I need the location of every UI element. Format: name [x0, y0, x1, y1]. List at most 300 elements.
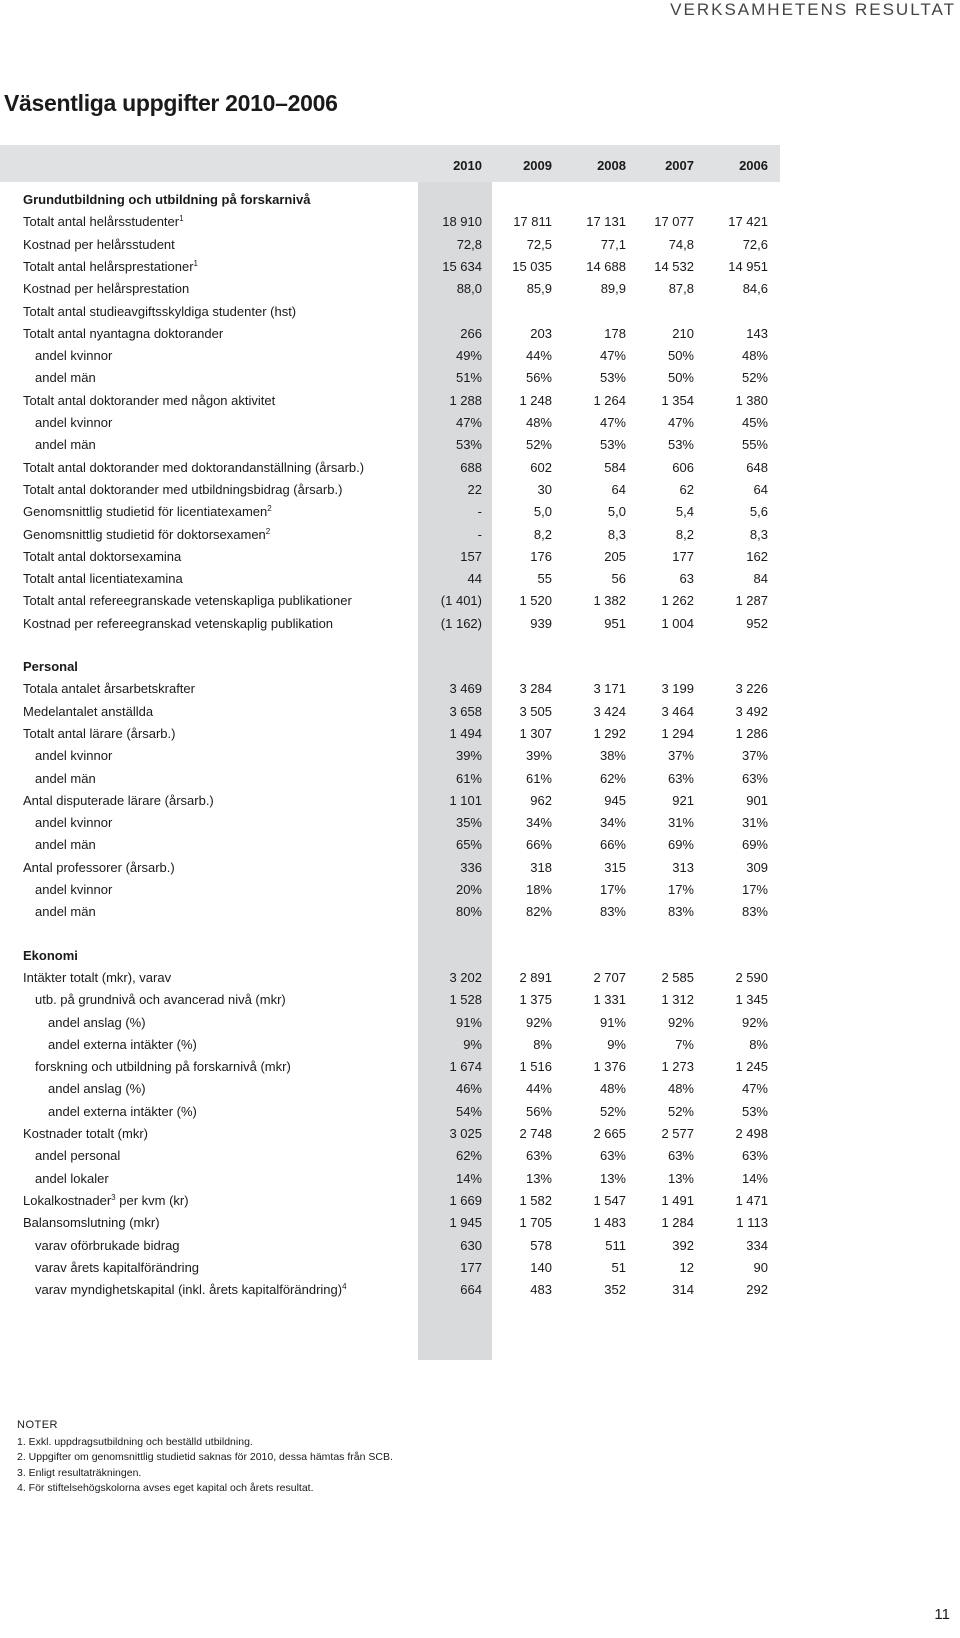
cell-value: 1 547 — [593, 1192, 626, 1208]
cell-value: 1 307 — [519, 725, 552, 741]
cell-value: 3 464 — [661, 703, 694, 719]
cell-value: 56 — [611, 571, 626, 587]
cell-value: 53% — [455, 437, 482, 453]
row-label-text: Totalt antal doktorander med någon aktivitet — [23, 392, 276, 408]
row-label — [23, 590, 352, 612]
row-label — [35, 768, 96, 790]
cell-value: 5,0 — [607, 504, 626, 520]
cell-value: 74,8 — [668, 236, 694, 252]
cell-value: 334 — [746, 1237, 768, 1253]
row-label-text: Totalt antal doktorander med utbildningsbidrag (årsarb.) — [23, 481, 343, 497]
section-title — [23, 189, 310, 211]
cell-value: 2 585 — [661, 969, 694, 985]
row-label — [35, 1056, 291, 1078]
cell-value: 61% — [455, 770, 482, 786]
table-row — [0, 457, 780, 479]
page-title: Väsentliga uppgifter 2010–2006 — [4, 90, 338, 116]
cell-value: 688 — [460, 459, 482, 475]
row-label-text: Totalt antal lärare (årsarb.) — [23, 725, 176, 741]
row-label — [35, 901, 96, 923]
cell-value: - — [477, 526, 482, 542]
cell-value: 315 — [604, 859, 626, 875]
cell-value: 1 471 — [735, 1192, 768, 1208]
row-label-text: Totalt antal doktorander med doktorandanställning (årsarb.) — [23, 459, 365, 475]
cell-value: 92% — [667, 1014, 694, 1030]
table-row — [0, 834, 780, 856]
cell-value: 8,3 — [749, 526, 768, 542]
cell-value: 1 331 — [593, 992, 626, 1008]
row-label — [35, 345, 112, 367]
cell-value: 52% — [741, 370, 768, 386]
cell-value: 1 669 — [449, 1192, 482, 1208]
cell-value: 63% — [741, 770, 768, 786]
cell-value: 1 376 — [593, 1059, 626, 1075]
cell-value: 921 — [672, 792, 694, 808]
table-row — [0, 323, 780, 345]
cell-value: 352 — [604, 1282, 626, 1298]
year-header: 2008 — [597, 158, 626, 173]
cell-value: 578 — [530, 1237, 552, 1253]
cell-value: 157 — [460, 548, 482, 564]
cell-value: 12 — [679, 1259, 694, 1275]
row-label-text: andel män — [35, 370, 96, 386]
cell-value: 210 — [672, 325, 694, 341]
cell-value: 606 — [672, 459, 694, 475]
cell-value: 1 288 — [449, 392, 482, 408]
table-row — [0, 678, 780, 700]
cell-value: 91% — [599, 1014, 626, 1030]
cell-value: 20% — [455, 882, 482, 897]
cell-value: 51 — [611, 1259, 626, 1275]
row-label-text: Kostnad per refereegranskad vetenskaplig publikation — [23, 615, 334, 631]
row-label-text: andel män — [35, 770, 96, 786]
cell-value: 46% — [455, 1081, 482, 1097]
row-label-text: Lokalkostnader — [23, 1192, 112, 1208]
row-label-suffix: per kvm (kr) — [115, 1192, 189, 1208]
row-label-text: Grundutbildning och utbildning på forskarnivå — [23, 192, 311, 207]
table-row — [0, 568, 780, 590]
table-row — [0, 879, 780, 901]
cell-value: 13% — [667, 1170, 694, 1186]
cell-value: 664 — [460, 1282, 482, 1298]
row-label — [23, 501, 272, 523]
cell-value: 39% — [455, 748, 482, 764]
table-row — [0, 1123, 780, 1145]
row-label-text: andel anslag (%) — [48, 1081, 146, 1097]
cell-value: 47% — [667, 415, 694, 430]
cell-value: 31% — [741, 815, 768, 831]
cell-value: 3 492 — [735, 703, 768, 719]
cell-value: 1 294 — [661, 725, 694, 741]
cell-value: 511 — [605, 1237, 626, 1253]
row-label-text: andel anslag (%) — [48, 1014, 146, 1030]
row-label-text: Medelantalet anställda — [23, 703, 154, 719]
table-row — [0, 812, 780, 834]
row-label — [23, 278, 189, 300]
cell-value: 80% — [455, 904, 482, 920]
row-label-text: Kostnad per helårsprestation — [23, 281, 190, 297]
cell-value: 1 004 — [661, 615, 694, 631]
row-label-text: Totalt antal helårsprestationer — [23, 258, 194, 274]
cell-value: 89,9 — [600, 281, 626, 297]
cell-value: 143 — [746, 325, 768, 341]
cell-value: 48% — [667, 1081, 694, 1097]
row-label — [35, 879, 112, 901]
table-row — [0, 367, 780, 389]
row-label-text: Totala antalet årsarbetskrafter — [23, 681, 195, 697]
cell-value: 13% — [599, 1170, 626, 1186]
cell-value: 203 — [530, 325, 552, 341]
cell-value: 66% — [599, 837, 626, 853]
cell-value: 13% — [525, 1170, 552, 1186]
cell-value: 83% — [741, 904, 768, 920]
cell-value: 9% — [463, 1036, 482, 1052]
section-title — [23, 945, 78, 967]
cell-value: 1 312 — [661, 992, 694, 1008]
cell-value: 49% — [455, 348, 482, 364]
table-row — [0, 1056, 780, 1078]
cell-value: 3 226 — [735, 681, 768, 697]
cell-value: 69% — [741, 837, 768, 853]
row-label — [35, 1257, 199, 1279]
cell-value: 336 — [460, 859, 482, 875]
row-label — [23, 568, 183, 590]
cell-value: 17% — [599, 882, 626, 897]
row-label-text: andel lokaler — [35, 1170, 109, 1186]
section-header-row — [0, 656, 780, 678]
cell-value: 140 — [530, 1259, 552, 1275]
cell-value: 53% — [667, 437, 694, 453]
cell-value: 83% — [667, 904, 694, 920]
cell-value: 945 — [604, 792, 626, 808]
row-label — [35, 1235, 180, 1257]
cell-value: 2 891 — [519, 969, 552, 985]
cell-value: 18% — [525, 882, 552, 897]
row-label — [23, 256, 198, 278]
cell-value: 1 945 — [449, 1215, 482, 1231]
row-label-text: Antal disputerade lärare (årsarb.) — [23, 792, 214, 808]
section-header-row — [0, 189, 780, 211]
cell-value: 50% — [667, 370, 694, 386]
cell-value: 313 — [672, 859, 694, 875]
cell-value: 53% — [599, 437, 626, 453]
row-label — [23, 479, 342, 501]
cell-value: 962 — [530, 792, 552, 808]
cell-value: 56% — [525, 1103, 552, 1119]
cell-value: 55 — [537, 571, 552, 587]
row-label — [23, 613, 333, 635]
row-label-text: varav oförbrukade bidrag — [35, 1237, 180, 1253]
table-row — [0, 345, 780, 367]
cell-value: 3 284 — [519, 681, 552, 697]
row-label — [35, 834, 96, 856]
footnote: 4. För stiftelsehögskolorna avses eget kapital och årets resultat. — [17, 1482, 314, 1494]
cell-value: 1 491 — [661, 1192, 694, 1208]
row-label — [23, 857, 175, 879]
row-label-text: andel externa intäkter (%) — [48, 1036, 197, 1052]
row-label-text: Antal professorer (årsarb.) — [23, 859, 175, 875]
cell-value: 1 494 — [449, 725, 482, 741]
cell-value: 1 354 — [661, 392, 694, 408]
cell-value: 1 101 — [449, 792, 482, 808]
table-row — [0, 1101, 780, 1123]
cell-value: 1 582 — [519, 1192, 552, 1208]
row-label — [35, 1279, 347, 1301]
cell-value: 63% — [741, 1148, 768, 1164]
table-row — [0, 1168, 780, 1190]
cell-value: 34% — [525, 815, 552, 831]
cell-value: 951 — [604, 615, 626, 631]
cell-value: 35% — [455, 815, 482, 831]
row-label-text: Kostnader totalt (mkr) — [23, 1126, 148, 1141]
cell-value: 44% — [525, 1081, 552, 1097]
cell-value: 1 516 — [519, 1059, 552, 1075]
cell-value: 3 424 — [593, 703, 626, 719]
cell-value: - — [477, 504, 482, 520]
row-label — [48, 1101, 197, 1123]
row-label-text: varav myndighetskapital (inkl. årets kapitalförändring) — [35, 1282, 343, 1298]
cell-value: 53% — [599, 370, 626, 386]
cell-value: 17% — [667, 882, 694, 897]
row-label-text: Kostnad per helårsstudent — [23, 236, 175, 252]
row-label-text: Totalt antal studieavgiftsskyldiga studenter (hst) — [23, 303, 297, 319]
cell-value: 31% — [667, 815, 694, 831]
cell-value: 52% — [525, 437, 552, 453]
table-row — [0, 1235, 780, 1257]
row-label-text: Genomsnittlig studietid för doktorsexamen — [23, 526, 266, 542]
row-label — [35, 367, 96, 389]
table-row — [0, 234, 780, 256]
cell-value: 47% — [455, 415, 482, 430]
table-row — [0, 1279, 780, 1301]
cell-value: 61% — [525, 770, 552, 786]
cell-value: 3 202 — [449, 969, 482, 985]
cell-value: 51% — [455, 370, 482, 386]
cell-value: 5,0 — [533, 504, 552, 520]
row-label — [23, 301, 296, 323]
cell-value: 34% — [599, 815, 626, 831]
notes-title: NOTER — [17, 1419, 58, 1431]
row-label — [23, 723, 175, 745]
cell-value: 62 — [679, 481, 694, 497]
cell-value: 52% — [599, 1103, 626, 1119]
row-label-text: varav årets kapitalförändring — [35, 1259, 200, 1275]
table-row — [0, 211, 780, 233]
cell-value: 14 688 — [586, 258, 626, 274]
cell-value: 162 — [746, 548, 768, 564]
cell-value: 64 — [753, 481, 768, 497]
cell-value: 318 — [530, 859, 552, 875]
table-row — [0, 857, 780, 879]
table-row — [0, 745, 780, 767]
cell-value: 17 421 — [728, 214, 768, 230]
table-row — [0, 301, 780, 323]
cell-value: 602 — [530, 459, 552, 475]
cell-value: 3 025 — [449, 1126, 482, 1141]
cell-value: 3 171 — [593, 681, 626, 697]
cell-value: 1 674 — [449, 1059, 482, 1075]
footnote: 2. Uppgifter om genomsnittlig studietid saknas för 2010, dessa hämtas från SCB. — [17, 1451, 393, 1463]
row-label — [35, 1145, 120, 1167]
row-label — [23, 546, 181, 568]
cell-value: 45% — [741, 415, 768, 430]
cell-value: 1 273 — [661, 1059, 694, 1075]
row-label-text: Genomsnittlig studietid för licentiatexamen — [23, 504, 268, 520]
cell-value: 1 375 — [519, 992, 552, 1008]
cell-value: 630 — [460, 1237, 482, 1253]
table-row — [0, 768, 780, 790]
cell-value: 63% — [525, 1148, 552, 1164]
cell-value: 2 498 — [735, 1126, 768, 1141]
cell-value: 14 532 — [654, 258, 694, 274]
section-header-row — [0, 945, 780, 967]
row-label — [23, 234, 175, 256]
cell-value: 8,3 — [607, 526, 626, 542]
cell-value: 1 264 — [593, 392, 626, 408]
cell-value: 63% — [667, 1148, 694, 1164]
row-label-text: andel personal — [35, 1148, 121, 1164]
cell-value: 48% — [599, 1081, 626, 1097]
cell-value: 1 245 — [735, 1059, 768, 1075]
cell-value: 72,8 — [456, 236, 482, 252]
cell-value: 77,1 — [600, 236, 626, 252]
cell-value: 8,2 — [675, 526, 694, 542]
row-label — [23, 701, 153, 723]
table-row — [0, 1190, 780, 1212]
cell-value: 15 634 — [442, 258, 482, 274]
cell-value: 55% — [741, 437, 768, 453]
row-label-text: Ekonomi — [23, 947, 78, 963]
cell-value: 65% — [455, 837, 482, 853]
row-label-text: andel kvinnor — [35, 415, 113, 430]
row-label-text: andel kvinnor — [35, 348, 113, 364]
footnote-marker: 1 — [193, 258, 198, 268]
running-header: VERKSAMHETENS RESULTAT — [670, 0, 956, 19]
cell-value: 3 505 — [519, 703, 552, 719]
cell-value: 3 199 — [661, 681, 694, 697]
table-row — [0, 1212, 780, 1234]
footnote-marker: 2 — [267, 504, 272, 514]
table-row — [0, 1034, 780, 1056]
cell-value: 2 748 — [519, 1126, 552, 1141]
row-label — [35, 989, 286, 1011]
cell-value: 7% — [675, 1036, 694, 1052]
row-label-text: andel män — [35, 904, 96, 920]
cell-value: 17% — [741, 882, 768, 897]
table-row — [0, 901, 780, 923]
cell-value: 92% — [741, 1014, 768, 1030]
row-label-text: andel externa intäkter (%) — [48, 1103, 197, 1119]
cell-value: 1 380 — [735, 392, 768, 408]
table-row — [0, 479, 780, 501]
cell-value: 8,2 — [533, 526, 552, 542]
cell-value: 176 — [530, 548, 552, 564]
table-row — [0, 701, 780, 723]
row-label-text: forskning och utbildning på forskarnivå (mkr) — [35, 1059, 291, 1075]
cell-value: 3 469 — [449, 681, 482, 697]
cell-value: 48% — [741, 348, 768, 364]
year-header: 2006 — [739, 158, 768, 173]
row-label — [35, 1168, 109, 1190]
table-row — [0, 790, 780, 812]
row-label-text: Balansomslutning (mkr) — [23, 1215, 160, 1231]
page-number: 11 — [934, 1606, 950, 1623]
table-row — [0, 989, 780, 1011]
row-label-text: andel kvinnor — [35, 748, 113, 764]
cell-value: 2 590 — [735, 969, 768, 985]
table-row — [0, 390, 780, 412]
row-label — [23, 967, 171, 989]
cell-value: 14% — [741, 1170, 768, 1186]
table-row — [0, 546, 780, 568]
year-header: 2009 — [523, 158, 552, 173]
table-row — [0, 434, 780, 456]
row-label — [23, 1190, 189, 1212]
cell-value: 952 — [746, 615, 768, 631]
cell-value: 1 528 — [449, 992, 482, 1008]
cell-value: 178 — [604, 325, 626, 341]
cell-value: 177 — [460, 1259, 482, 1275]
cell-value: 8% — [533, 1036, 552, 1052]
cell-value: 39% — [525, 748, 552, 764]
row-label — [23, 1123, 148, 1145]
row-label — [48, 1012, 146, 1034]
section-title — [23, 656, 78, 678]
cell-value: 87,8 — [668, 281, 694, 297]
cell-value: 2 577 — [661, 1126, 694, 1141]
cell-value: 309 — [746, 859, 768, 875]
cell-value: 84,6 — [742, 281, 768, 297]
cell-value: (1 401) — [440, 593, 482, 609]
cell-value: 47% — [599, 415, 626, 430]
cell-value: 5,6 — [749, 504, 768, 520]
cell-value: 54% — [455, 1103, 482, 1119]
cell-value: 83% — [599, 904, 626, 920]
cell-value: 483 — [530, 1282, 552, 1298]
cell-value: 1 292 — [593, 725, 626, 741]
footnote: 1. Exkl. uppdragsutbildning och beställd utbildning. — [17, 1435, 253, 1448]
cell-value: 14 951 — [728, 258, 768, 274]
cell-value: 17 131 — [586, 214, 626, 230]
row-label — [48, 1034, 197, 1056]
year-header: 2010 — [453, 158, 482, 173]
row-label-text: Intäkter totalt (mkr), varav — [23, 969, 172, 985]
cell-value: 88,0 — [456, 281, 482, 297]
table-row — [0, 1257, 780, 1279]
row-label-text: andel kvinnor — [35, 815, 113, 831]
cell-value: 1 520 — [519, 593, 552, 609]
cell-value: 648 — [746, 459, 768, 475]
table-row — [0, 613, 780, 635]
table-row — [0, 723, 780, 745]
cell-value: 90 — [753, 1259, 768, 1275]
table-row — [0, 501, 780, 523]
cell-value: 72,5 — [526, 236, 552, 252]
table-row — [0, 1078, 780, 1100]
cell-value: 1 382 — [593, 593, 626, 609]
row-label — [23, 323, 223, 345]
cell-value: 50% — [667, 348, 694, 364]
cell-value: 1 287 — [735, 593, 768, 609]
cell-value: 17 077 — [654, 214, 694, 230]
cell-value: 1 286 — [735, 725, 768, 741]
table-row — [0, 412, 780, 434]
cell-value: 2 665 — [593, 1126, 626, 1141]
row-label-text: Personal — [23, 659, 78, 674]
cell-value: 14% — [455, 1170, 482, 1186]
year-header-row — [0, 155, 780, 177]
footnote-marker: 4 — [342, 1282, 347, 1292]
